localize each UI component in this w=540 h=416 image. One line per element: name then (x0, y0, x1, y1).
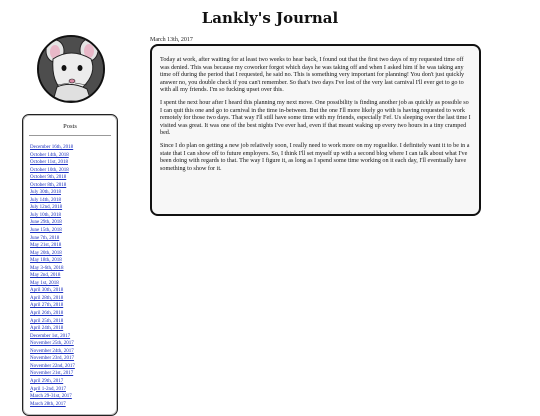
post-link[interactable]: April 29th, 2017 (30, 378, 64, 384)
post-list-item (30, 348, 117, 362)
post-list-item (30, 152, 117, 166)
post-list-item (30, 193, 117, 201)
post-list-item (30, 212, 117, 226)
post-link[interactable]: April 1-2nd, 2017 (30, 386, 66, 392)
post-link[interactable]: June 29th, 2018 (30, 220, 62, 226)
post-link[interactable]: April 25th, 2018 (30, 318, 64, 324)
post-list-item (30, 223, 117, 234)
rat-avatar-icon (39, 37, 103, 101)
post-link[interactable]: July 14th, 2018 (30, 197, 61, 203)
post-list-item (30, 306, 117, 317)
entry-date: March 13th, 2017 (150, 37, 193, 43)
post-list-item (30, 333, 117, 347)
post-list-item (30, 250, 117, 264)
post-list-item (30, 397, 117, 405)
posts-panel (22, 114, 118, 416)
post-list-item (30, 280, 117, 294)
post-link[interactable]: December 1st, 2017 (30, 333, 71, 339)
post-link[interactable]: November 22nd, 2017 (30, 363, 75, 369)
post-link[interactable]: May 1st, 2018 (30, 280, 59, 286)
post-link[interactable]: October 8th, 2018 (30, 182, 67, 188)
post-list-item (30, 197, 117, 211)
post-link[interactable]: April 27th, 2018 (30, 303, 64, 309)
post-link[interactable]: October 14th, 2018 (30, 152, 69, 158)
post-link[interactable]: October 11st, 2018 (30, 160, 69, 166)
post-list-item (30, 295, 117, 309)
posts-divider (29, 135, 111, 136)
post-list-item (30, 329, 117, 337)
post-link[interactable]: April 30th, 2018 (30, 288, 64, 294)
entry-paragraph: I spent the next hour after I heard this planning my next move. One possibility is finding another job as quickly as possible so I can quit this one and go to carnival in the time in-between. But the one I'll more likely go with is having requested to work remotely for those two days. That way I'll still have some time with my friends, especially Fef. Us sleeping over the last time I visited was great. It was one of the best nights I've ever had, even if that meant waking up every two hours in a tiny cramped bed. (160, 99, 471, 137)
post-link[interactable]: March 28th, 2017 (30, 401, 66, 407)
post-list-item (30, 318, 117, 332)
post-link[interactable]: April 28th, 2018 (30, 295, 64, 301)
posts-heading: Posts (63, 123, 77, 130)
post-list-item (30, 163, 117, 171)
post-list-item (30, 231, 117, 239)
post-list-item (30, 374, 117, 382)
post-list-item (30, 314, 117, 322)
post-list-item (30, 261, 117, 269)
post-link[interactable]: July 10th, 2018 (30, 212, 61, 218)
post-link[interactable]: November 24th, 2017 (30, 348, 74, 354)
post-link[interactable]: June 7th, 2018 (30, 235, 60, 241)
post-link[interactable]: April 24th, 2018 (30, 326, 64, 332)
post-link[interactable]: June 15th, 2018 (30, 228, 62, 234)
site-title: Lankly's Journal (201, 9, 339, 27)
post-list-item (30, 246, 117, 254)
post-link[interactable]: April 26th, 2018 (30, 311, 64, 317)
post-link[interactable]: October 10th, 2018 (30, 167, 69, 173)
entry-card (150, 44, 481, 216)
entry-paragraph: Today at work, after waiting for at least two weeks to hear back, I found out that the first two days of my requested time off was denied. This was because my coworker forgot which days he was taking off and when I asked him if he was taking any time off during the period that I requested, he said no. This is something very important for planning! You don't just quickly answer no, you double check if you can't remember. So that's two days I've lost of the very last carnival I'll ever get to go to with all my friends. I'm so fucking upset over this. (160, 57, 465, 94)
post-link[interactable]: October 9th, 2018 (30, 175, 67, 181)
post-list-item (30, 276, 117, 284)
post-list-item (30, 178, 117, 186)
avatar (37, 35, 105, 103)
post-link[interactable]: May 18th, 2018 (30, 258, 62, 264)
post-list-item (30, 359, 117, 367)
post-list-item (30, 386, 117, 400)
post-list (23, 140, 117, 407)
post-list-item (30, 148, 117, 156)
post-link[interactable]: May 21st, 2018 (30, 243, 62, 249)
post-list-item (30, 167, 117, 181)
post-link[interactable]: December 16th, 2018 (30, 145, 74, 150)
post-list-item (30, 140, 117, 148)
post-list-item (30, 265, 117, 279)
entry-paragraph: Since I do plan on getting a new job relatively soon, I really need to work more on my roguelike. I definitely want it to be in a state that I can show off to future employers. So, I think I'll set myself up with a second blog where I can talk about what I've been doing with regards to that. The way I figure it, as long as I spend some time working on it each day, I'll eventually have something to show for it. (160, 142, 470, 172)
post-link[interactable]: May 2nd, 2018 (30, 273, 61, 279)
post-list-item (30, 182, 117, 196)
post-list-item (30, 235, 117, 249)
post-link[interactable]: May 20th, 2018 (30, 250, 62, 256)
post-list-item (30, 291, 117, 299)
post-link[interactable]: March 29-31st, 2017 (30, 394, 72, 400)
post-list-item (30, 208, 117, 216)
post-link[interactable]: November 23rd, 2017 (30, 356, 75, 362)
post-list-item (30, 344, 117, 352)
post-link[interactable]: May 3-6th, 2018 (30, 265, 64, 271)
post-link[interactable]: November 25th, 2017 (30, 341, 74, 347)
post-link[interactable]: July 12nd, 2018 (30, 205, 63, 211)
post-list-item (30, 382, 117, 390)
post-link[interactable]: November 21st, 2017 (30, 371, 74, 377)
post-link[interactable]: July 30th, 2018 (30, 190, 61, 196)
